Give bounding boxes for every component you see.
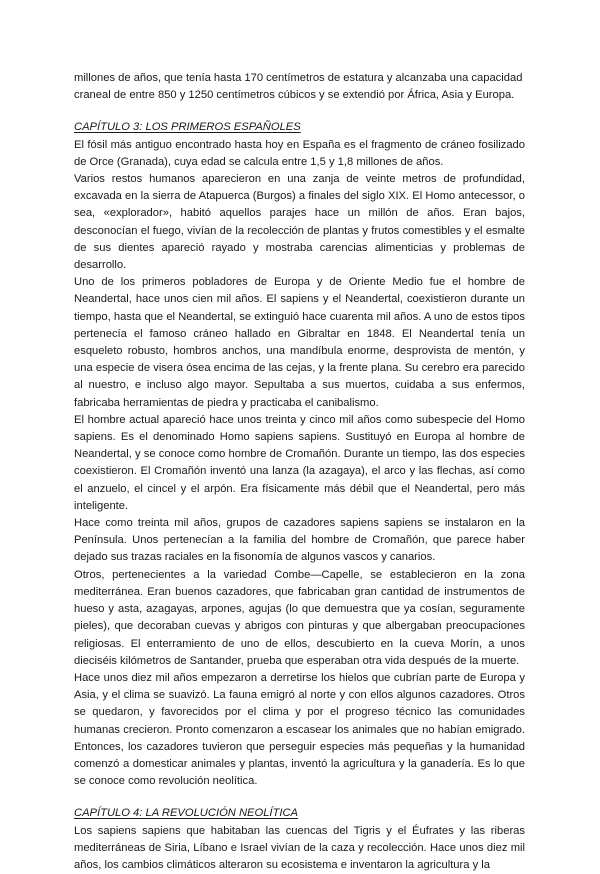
chapter-3-paragraph-4: El hombre actual apareció hace unos treinta y cinco mil años como subespecie del Homo sapiens. Es el denominado Homo sapiens sapiens. Sustituyó en Europa al hombre de Neandertal, y se conoce como hombre de Cromañón. Durante un tiempo, las dos especies coexistieron. El Cromañón inventó una lanza (la azagaya), el arco y las flechas, así como el anzuelo, el cincel y el arpón. Era físicamente más débil que el Neandertal, pero más inteligente. <box>74 413 525 512</box>
chapter-3-paragraph-3: Uno de los primeros pobladores de Europa y de Oriente Medio fue el hombre de Neandertal, hace unos cien mil años. El sapiens y el Neandertal, coexistieron durante un tiempo, hasta que el Neandertal, se extinguió hace cuarenta mil años. A uno de estos tipos pertenecía el famoso cráneo hallado en Gibraltar en 1848. El Neandertal tenía un esqueleto robusto, hombros anchos, una mandíbula enorme, desprovista de mentón, y una especie de visera ósea encima de las cejas, y la frente plana. Su cerebro era parecido al nuestro, e incluso algo mayor. Sepultaba a sus muertos, cuidaba a sus enfermos, fabricaba herramientas de piedra y practicaba el canibalismo. <box>74 276 525 409</box>
chapter-3-paragraph-6: Otros, pertenecientes a la variedad Combe—Capelle, se establecieron en la zona mediterránea. Eran buenos cazadores, que fabricaban gran cantidad de instrumentos de hueso y asta, azagayas, arpones, agujas (lo que demuestra que ya cosían, seguramente pieles), que decoraban cuevas y abrigos con pinturas y que albergaban preocupaciones religiosas. El enterramiento de uno de ellos, descubierto en la cueva Morín, a unos dieciséis kilómetros de Santander, prueba que esperaban otra vida después de la muerte. <box>74 568 525 667</box>
chapter-3-paragraph-7: Hace unos diez mil años empezaron a derretirse los hielos que cubrían parte de Europa y Asia, y el clima se suavizó. La fauna emigró al norte y con ellos algunos cazadores. Otros se quedaron, y favorecidos por el clima y por el progreso técnico las comunidades humanas crecieron. Pronto comenzaron a escasear los animales que no habían emigrado. Entonces, los cazadores tuvieron que perseguir especies más pequeñas y la humanidad comenzó a domesticar animales y plantas, inventó la agricultura y la ganadería. Es lo que se conoce como revolución neolítica. <box>74 671 525 788</box>
document-page <box>74 70 525 874</box>
intro-paragraph: millones de años, que tenía hasta 170 centímetros de estatura y alcanzaba una capacidad craneal de entre 850 y 1250 centímetros cúbicos y se extendió por África, Asia y Europa. <box>74 72 523 102</box>
chapter-3-paragraph-5: Hace como treinta mil años, grupos de cazadores sapiens sapiens se instalaron en la Península. Unos pertenecían a la familia del hombre de Cromañón, que parece haber dejado sus trazas raciales en la fisonomía de algunos vascos y canarios. <box>74 517 525 564</box>
chapter-4-heading: CAPÍTULO 4: LA REVOLUCIÓN NEOLÍTICA <box>74 807 299 820</box>
chapter-3-paragraph-1: El fósil más antiguo encontrado hasta hoy en España es el fragmento de cráneo fosilizado de Orce (Granada), cuya edad se calcula entre 1,5 y 1,8 millones de años. <box>74 138 525 168</box>
chapter-3-paragraph-2: Varios restos humanos aparecieron en una zanja de veinte metros de profundidad, excavada en la sierra de Atapuerca (Burgos) a finales del siglo XIX. El Homo antecessor, o sea, «explorador», habitó aquellos parajes hace un millón de años. Eran bajos, desconocían el fuego, vivían de la recolección de plantas y frutos comestibles y el esmalte de sus dientes apareció rayado y mostraba carencias alimenticias y problemas de desarrollo. <box>74 173 525 272</box>
chapter-3-heading: CAPÍTULO 3: LOS PRIMEROS ESPAÑOLES <box>74 121 301 134</box>
chapter-4-paragraph-1: Los sapiens sapiens que habitaban las cuencas del Tigris y el Éufrates y las riberas mediterráneas de Siria, Líbano e Israel vivían de la caza y recolección. Hace unos diez mil años, los cambios climáticos alteraron su ecosistema e inventaron la agricultura y la <box>74 824 525 871</box>
